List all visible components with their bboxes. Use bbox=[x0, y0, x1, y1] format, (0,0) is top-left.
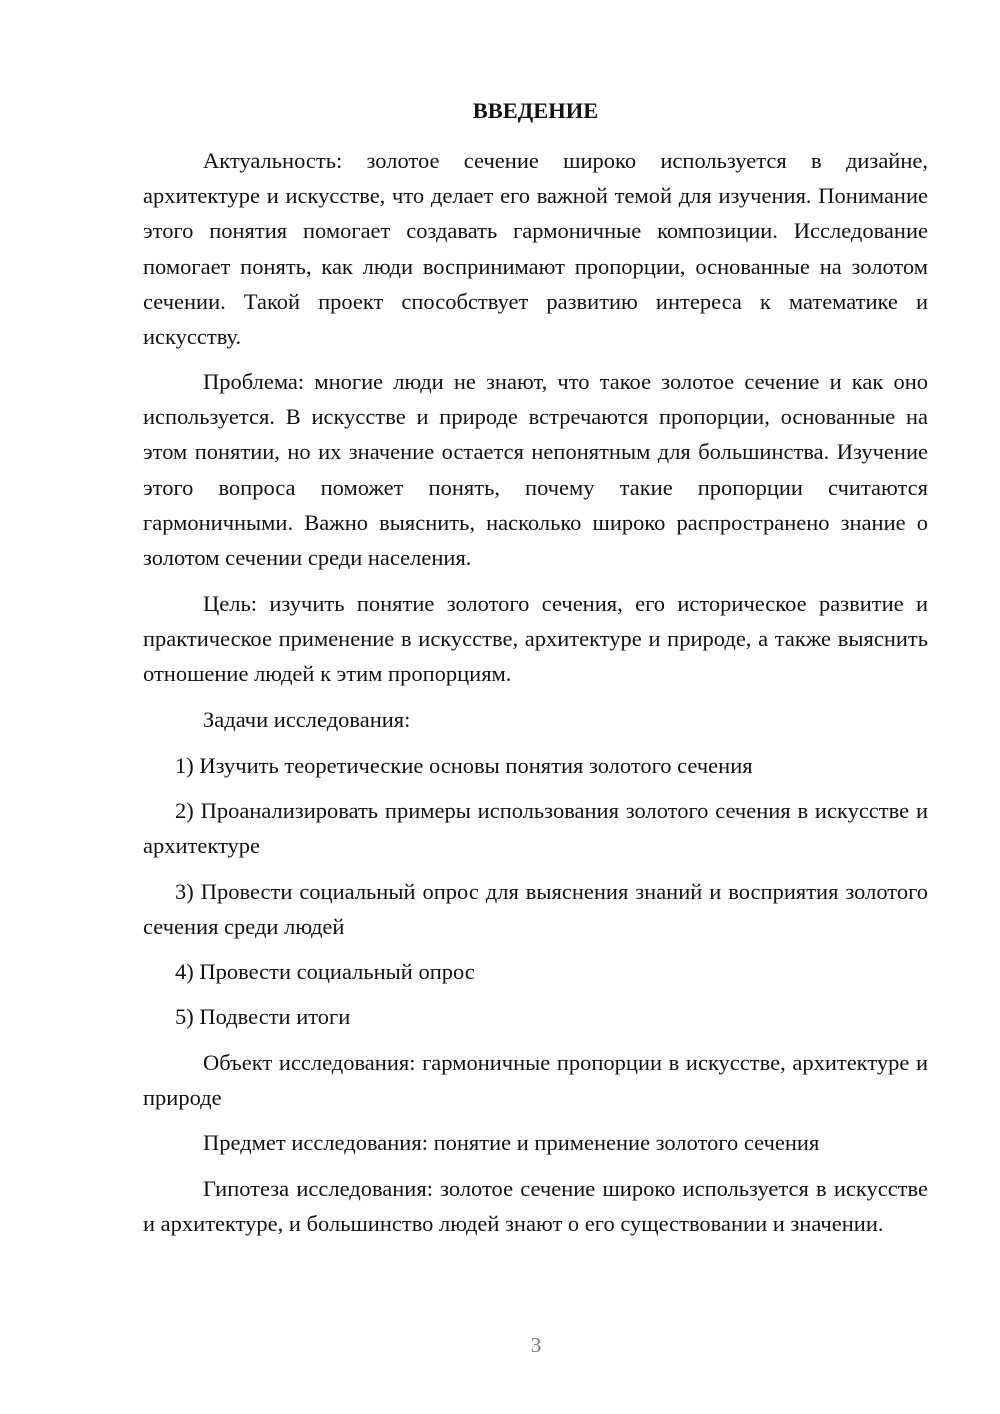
hypothesis-paragraph: Гипотеза исследования: золотое сечение широко используется в искусстве и архитектуре, и большинство людей знают о его существовании и значении. bbox=[143, 1176, 928, 1237]
task-item-4: 4) Провести социальный опрос bbox=[175, 959, 475, 984]
problem-paragraph: Проблема: многие люди не знают, что такое золотое сечение и как оно используется. В искусстве и природе встречаются пропорции, основанные на этом понятии, но их значение остается непонятным для большинства. Изучение этого вопроса поможет понять, почему такие пропорции считаются гармоничными. Важно выяснить, насколько широко распространено знание о золотом сечении среди населения. bbox=[143, 369, 928, 571]
task-item-5: 5) Подвести итоги bbox=[175, 1004, 351, 1029]
goal-paragraph: Цель: изучить понятие золотого сечения, его историческое развитие и практическое применение в искусстве, архитектуре и природе, а также выяснить отношение людей к этим пропорциям. bbox=[143, 591, 928, 687]
relevance-paragraph: Актуальность: золотое сечение широко используется в дизайне, архитектуре и искусстве, что делает его важной темой для изучения. Понимание этого понятия помогает создавать гармоничные композиции. Исследование помогает понять, как люди воспринимают пропорции, основанные на золотом сечении. Такой проект способствует развитию интереса к математике и искусству. bbox=[143, 148, 928, 350]
task-item-3: 3) Провести социальный опрос для выяснения знаний и восприятия золотого сечения среди людей bbox=[143, 879, 928, 940]
task-item-1: 1) Изучить теоретические основы понятия золотого сечения bbox=[175, 753, 753, 778]
subject-paragraph: Предмет исследования: понятие и применение золотого сечения bbox=[203, 1130, 820, 1155]
page-title: ВВЕДЕНИЕ bbox=[472, 98, 599, 123]
tasks-heading: Задачи исследования: bbox=[203, 707, 411, 732]
object-paragraph: Объект исследования: гармоничные пропорции в искусстве, архитектуре и природе bbox=[143, 1050, 928, 1111]
task-item-2: 2) Проанализировать примеры использования золотого сечения в искусстве и архитектуре bbox=[143, 798, 928, 859]
page-number: 3 bbox=[530, 1333, 542, 1357]
